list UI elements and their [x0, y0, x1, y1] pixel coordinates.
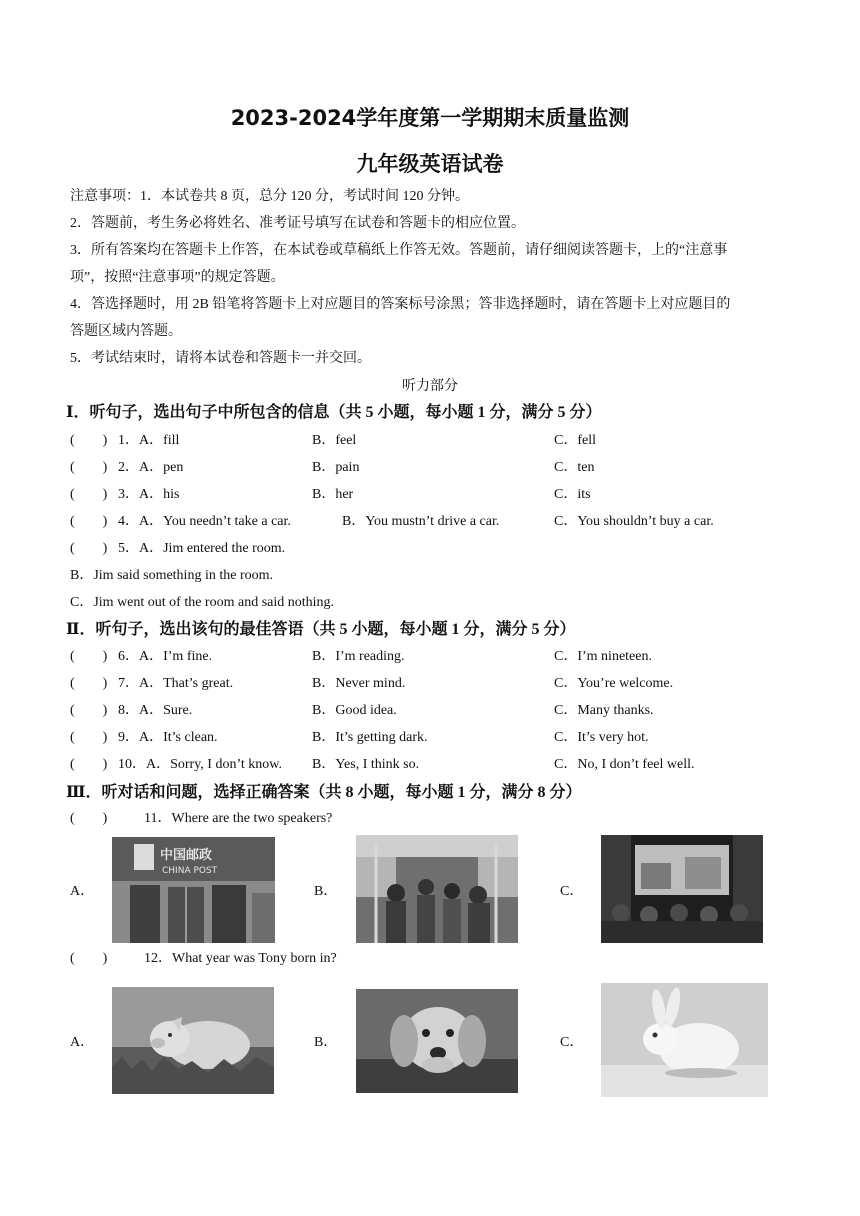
option-b: B．I’m reading.: [312, 649, 405, 664]
option-c: C．ten: [554, 460, 595, 475]
part-title: 听力部分: [402, 379, 458, 394]
option-a-label: A．: [70, 884, 95, 899]
option-b: B．Yes, I think so.: [312, 757, 420, 772]
question-row: [70, 512, 810, 532]
option-a: 6．A．I’m fine.: [118, 649, 213, 664]
question-row: [70, 701, 810, 721]
option-c: C．You shouldn’t buy a car.: [554, 514, 714, 529]
option-b: B．feel: [312, 433, 357, 448]
note-line: 注意事项：1．本试卷共 8 页，总分 120 分，考试时间 120 分钟。: [70, 189, 469, 204]
post-sign-en: CHINA POST: [162, 866, 218, 876]
option-a: 8．A．Sure.: [118, 703, 193, 718]
question-row: [70, 674, 810, 694]
pig-photo[interactable]: [112, 987, 274, 1094]
question-row: [70, 647, 810, 667]
option-b: B．Never mind.: [312, 676, 406, 691]
question-row: [70, 485, 810, 505]
option-b-label: B．: [314, 884, 338, 899]
bus-interior-photo[interactable]: [356, 835, 518, 943]
note-line: 项”，按照“注意事项”的规定答题。: [70, 270, 285, 285]
note-line: 4．答选择题时，用 2B 铅笔将答题卡上对应题目的答案标号涂黑；答非选择题时，请在答题卡上对应题目的: [70, 297, 731, 312]
option-a: 5．A．Jim entered the room.: [118, 541, 286, 556]
question-row: [70, 949, 810, 969]
option-c: C．fell: [554, 433, 596, 448]
answer-blank[interactable]: ( ): [70, 514, 108, 529]
option-b: B．It’s getting dark.: [312, 730, 428, 745]
option-b: B．Jim said something in the room.: [70, 568, 273, 583]
answer-blank[interactable]: ( ): [70, 676, 108, 691]
answer-blank[interactable]: ( ): [70, 649, 108, 664]
option-b: B．You mustn’t drive a car.: [342, 514, 500, 529]
option-c: C．I’m nineteen.: [554, 649, 652, 664]
question-option-line: [70, 566, 810, 586]
image-options-q11: [70, 835, 810, 945]
option-b: B．pain: [312, 460, 360, 475]
note-line: 2．答题前，考生务必将姓名、准考证号填写在试卷和答题卡的相应位置。: [70, 216, 525, 231]
section-heading: Ⅰ．听句子，选出句子中所包含的信息（共 5 小题，每小题 1 分，满分 5 分）: [66, 404, 602, 421]
option-c: C．It’s very hot.: [554, 730, 649, 745]
option-c: C．No, I don’t feel well.: [554, 757, 695, 772]
option-c: C．its: [554, 487, 591, 502]
exam-subtitle: 九年级英语试卷: [356, 152, 504, 176]
option-c: C．Many thanks.: [554, 703, 654, 718]
exam-title: 2023-2024学年度第一学期期末质量监测: [230, 106, 630, 130]
note-line: 5．考试结束时，请将本试卷和答题卡一并交回。: [70, 351, 371, 366]
option-a: 1．A．fill: [118, 433, 180, 448]
note-line: 答题区域内答题。: [70, 324, 182, 339]
post-office-photo[interactable]: [112, 837, 275, 943]
option-a: 9．A．It’s clean.: [118, 730, 218, 745]
option-a: 4．A．You needn’t take a car.: [118, 514, 291, 529]
question-row: [70, 755, 810, 775]
question-row: [70, 809, 810, 829]
answer-blank[interactable]: ( ): [70, 460, 108, 475]
answer-blank[interactable]: ( ): [70, 487, 108, 502]
question-stem: 12．What year was Tony born in?: [144, 951, 337, 966]
section-heading: Ⅱ．听句子，选出该句的最佳答语（共 5 小题，每小题 1 分，满分 5 分）: [66, 621, 576, 638]
answer-blank[interactable]: ( ): [70, 541, 108, 556]
option-c: C．You’re welcome.: [554, 676, 674, 691]
question-row: [70, 458, 810, 478]
option-a: 2．A．pen: [118, 460, 184, 475]
answer-blank[interactable]: ( ): [70, 730, 108, 745]
cinema-photo[interactable]: [601, 835, 763, 943]
image-options-q12: [70, 983, 810, 1098]
question-stem: 11．Where are the two speakers?: [144, 811, 333, 826]
question-row: [70, 431, 810, 451]
question-row: [70, 728, 810, 748]
note-line: 3．所有答案均在答题卡上作答，在本试卷或草稿纸上作答无效。答题前，请仔细阅读答题卡，上的“注意事: [70, 243, 728, 258]
option-c: C．Jim went out of the room and said nothing.: [70, 595, 335, 610]
post-sign-cn: 中国邮政: [160, 848, 213, 863]
rabbit-photo[interactable]: [601, 983, 768, 1097]
option-a: 7．A．That’s great.: [118, 676, 234, 691]
option-a: 10．A．Sorry, I don’t know.: [118, 757, 282, 772]
option-c-label: C．: [560, 884, 584, 899]
option-c-label: C．: [560, 1035, 584, 1050]
answer-blank[interactable]: ( ): [70, 433, 108, 448]
question-row: [70, 539, 810, 559]
answer-blank[interactable]: ( ): [70, 811, 108, 826]
option-a: 3．A．his: [118, 487, 180, 502]
option-b: B．her: [312, 487, 354, 502]
section-heading: Ⅲ．听对话和问题，选择正确答案（共 8 小题，每小题 1 分，满分 8 分）: [66, 784, 582, 801]
answer-blank[interactable]: ( ): [70, 703, 108, 718]
answer-blank[interactable]: ( ): [70, 757, 108, 772]
question-option-line: [70, 593, 810, 613]
option-a-label: A．: [70, 1035, 95, 1050]
answer-blank[interactable]: ( ): [70, 951, 108, 966]
dog-photo[interactable]: [356, 989, 518, 1093]
option-b-label: B．: [314, 1035, 338, 1050]
option-b: B．Good idea.: [312, 703, 397, 718]
